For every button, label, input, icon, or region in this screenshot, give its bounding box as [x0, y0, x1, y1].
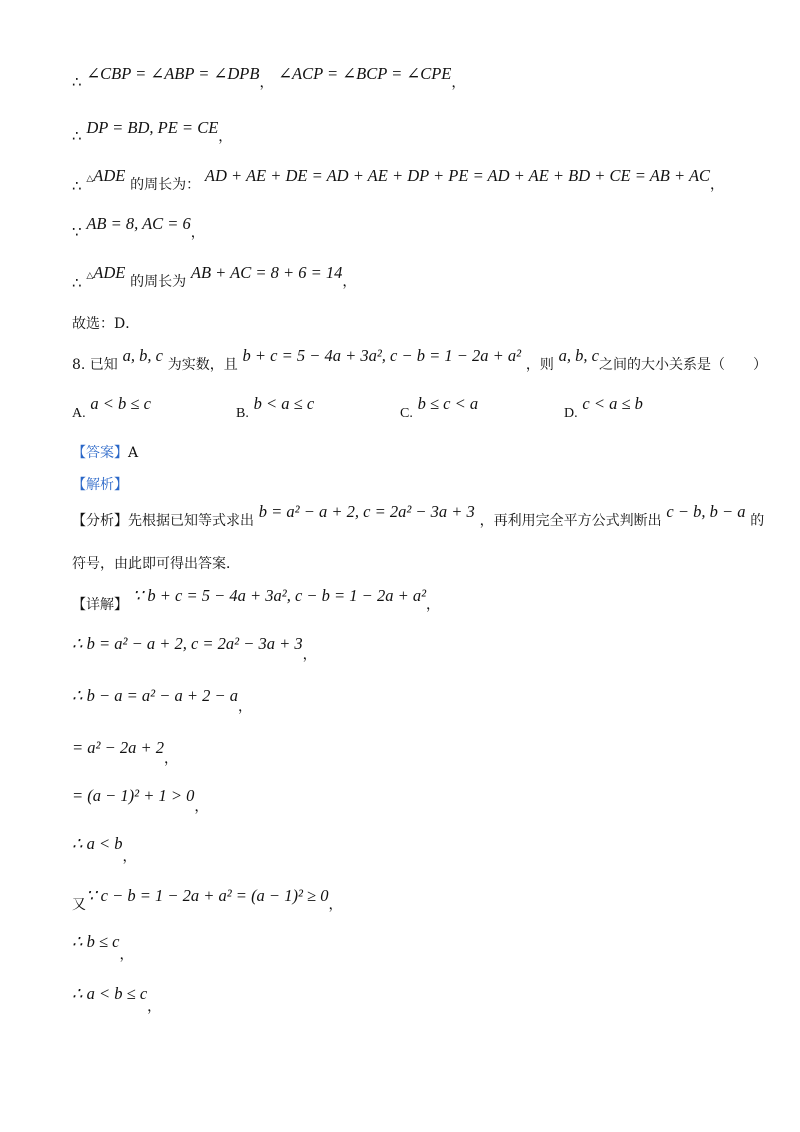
- proof-line-1: [72, 64, 740, 91]
- option-text: a < b ≤ c: [90, 394, 151, 413]
- separator: ，: [302, 647, 317, 663]
- therefore-symbol: ∴: [72, 274, 82, 292]
- perimeter-text: 的周长为: [130, 274, 187, 290]
- question-text: 之间的大小关系是（ ）: [599, 357, 767, 373]
- analysis-line: [72, 474, 740, 495]
- detail-line-5: [72, 786, 740, 815]
- equation: ∠CBP = ∠ABP = ∠DPB: [86, 64, 260, 83]
- detail-line-6: [72, 834, 740, 865]
- equation: ∴ b ≤ c: [72, 932, 120, 951]
- option-a: [72, 394, 151, 421]
- question-text: 为实数，且: [167, 357, 238, 373]
- triangle-symbol: △: [86, 174, 94, 184]
- separator: ，: [328, 897, 343, 913]
- fenxi-text: 的: [750, 513, 765, 529]
- separator: ，: [342, 274, 357, 290]
- fenxi-tag: 【分析】: [72, 513, 128, 529]
- condition: b + c = 5 − 4a + 3a², c − b = 1 − 2a + a²: [242, 346, 522, 365]
- proof-line-4: [72, 214, 740, 241]
- options-row: [72, 394, 740, 420]
- option-c: [400, 394, 479, 421]
- separator: ，: [190, 225, 205, 241]
- option-d: [564, 394, 643, 421]
- fenxi-text: ，再利用完全平方公式判断出: [479, 513, 662, 529]
- equation: = (a − 1)² + 1 > 0: [72, 786, 195, 805]
- detail-line-1: [72, 586, 740, 613]
- equation: c − b, b − a: [666, 502, 746, 521]
- question-text: ，则: [525, 357, 554, 373]
- detail-line-9: [72, 984, 740, 1015]
- equation: ∵ b + c = 5 − 4a + 3a², c − b = 1 − 2a + a²: [132, 586, 427, 605]
- variables: a, b, c: [558, 346, 599, 365]
- therefore-symbol: ∴: [72, 127, 82, 145]
- equation: ∴ a < b: [72, 834, 123, 853]
- answer-value: A: [128, 445, 139, 461]
- separator: ，: [451, 75, 466, 91]
- equation: ∠ACP = ∠BCP = ∠CPE: [278, 64, 452, 83]
- fenxi-text: 先根据已知等式求出: [128, 513, 254, 529]
- equation: = a² − 2a + 2: [72, 738, 164, 757]
- detail-line-2: [72, 634, 740, 663]
- option-text: b ≤ c < a: [417, 394, 479, 413]
- detail-line-4: [72, 738, 740, 767]
- separator: ，: [119, 947, 134, 963]
- separator: ，: [259, 75, 274, 91]
- proof-line-2: [72, 118, 740, 145]
- also-text: 又: [72, 897, 86, 913]
- equation: ∴ b − a = a² − a + 2 − a: [72, 686, 238, 705]
- equation: ∵ c − b = 1 − 2a + a² = (a − 1)² ≥ 0: [86, 886, 329, 905]
- therefore-symbol: ∴: [72, 177, 82, 195]
- analysis-tag: 【解析】: [72, 477, 128, 493]
- proof-line-5: [72, 263, 740, 292]
- equation: AD + AE + DE = AD + AE + DP + PE = AD + AE + BD + CE = AB + AC: [204, 166, 711, 185]
- option-text: b < a ≤ c: [253, 394, 315, 413]
- separator: ，: [710, 177, 725, 193]
- separator: ，: [238, 699, 252, 715]
- proof-line-3: [72, 166, 740, 195]
- triangle-symbol: △: [86, 271, 94, 281]
- option-b: [236, 394, 315, 421]
- separator: ，: [122, 849, 137, 865]
- choice-line: 故选：D．: [72, 316, 140, 332]
- because-symbol: ∵: [72, 223, 82, 241]
- option-label: C.: [400, 406, 413, 421]
- fenxi-line: [72, 502, 765, 529]
- question-8: [72, 346, 767, 373]
- triangle-name: ADE: [93, 263, 126, 282]
- separator: ，: [194, 799, 209, 815]
- detail-tag: 【详解】: [72, 597, 128, 613]
- therefore-symbol: ∴: [72, 73, 82, 91]
- equation: DP = BD, PE = CE: [86, 118, 219, 137]
- separator: ，: [163, 751, 178, 767]
- detail-line-8: [72, 932, 740, 963]
- answer-tag: 【答案】: [72, 445, 128, 461]
- fenxi-line-2: 符号，由此即可得出答案．: [72, 556, 240, 572]
- option-label: D.: [564, 406, 578, 421]
- equation: ∴ a < b ≤ c: [72, 984, 148, 1003]
- option-label: B.: [236, 406, 249, 421]
- triangle-name: ADE: [93, 166, 126, 185]
- separator: ，: [147, 999, 162, 1015]
- separator: ，: [218, 129, 233, 145]
- equation: AB + AC = 8 + 6 = 14: [190, 263, 343, 282]
- option-label: A.: [72, 406, 86, 421]
- equation: ∴ b = a² − a + 2, c = 2a² − 3a + 3: [72, 634, 303, 653]
- perimeter-text: 的周长为：: [130, 177, 201, 193]
- detail-line-3: [72, 686, 740, 715]
- question-number: 8. 已知: [72, 357, 118, 373]
- answer-line: [72, 442, 740, 463]
- equation: AB = 8, AC = 6: [86, 214, 191, 233]
- option-text: c < a ≤ b: [582, 394, 643, 413]
- separator: ，: [426, 597, 441, 613]
- equation: b = a² − a + 2, c = 2a² − 3a + 3: [258, 502, 475, 521]
- detail-line-7: [72, 886, 740, 913]
- variables: a, b, c: [122, 346, 163, 365]
